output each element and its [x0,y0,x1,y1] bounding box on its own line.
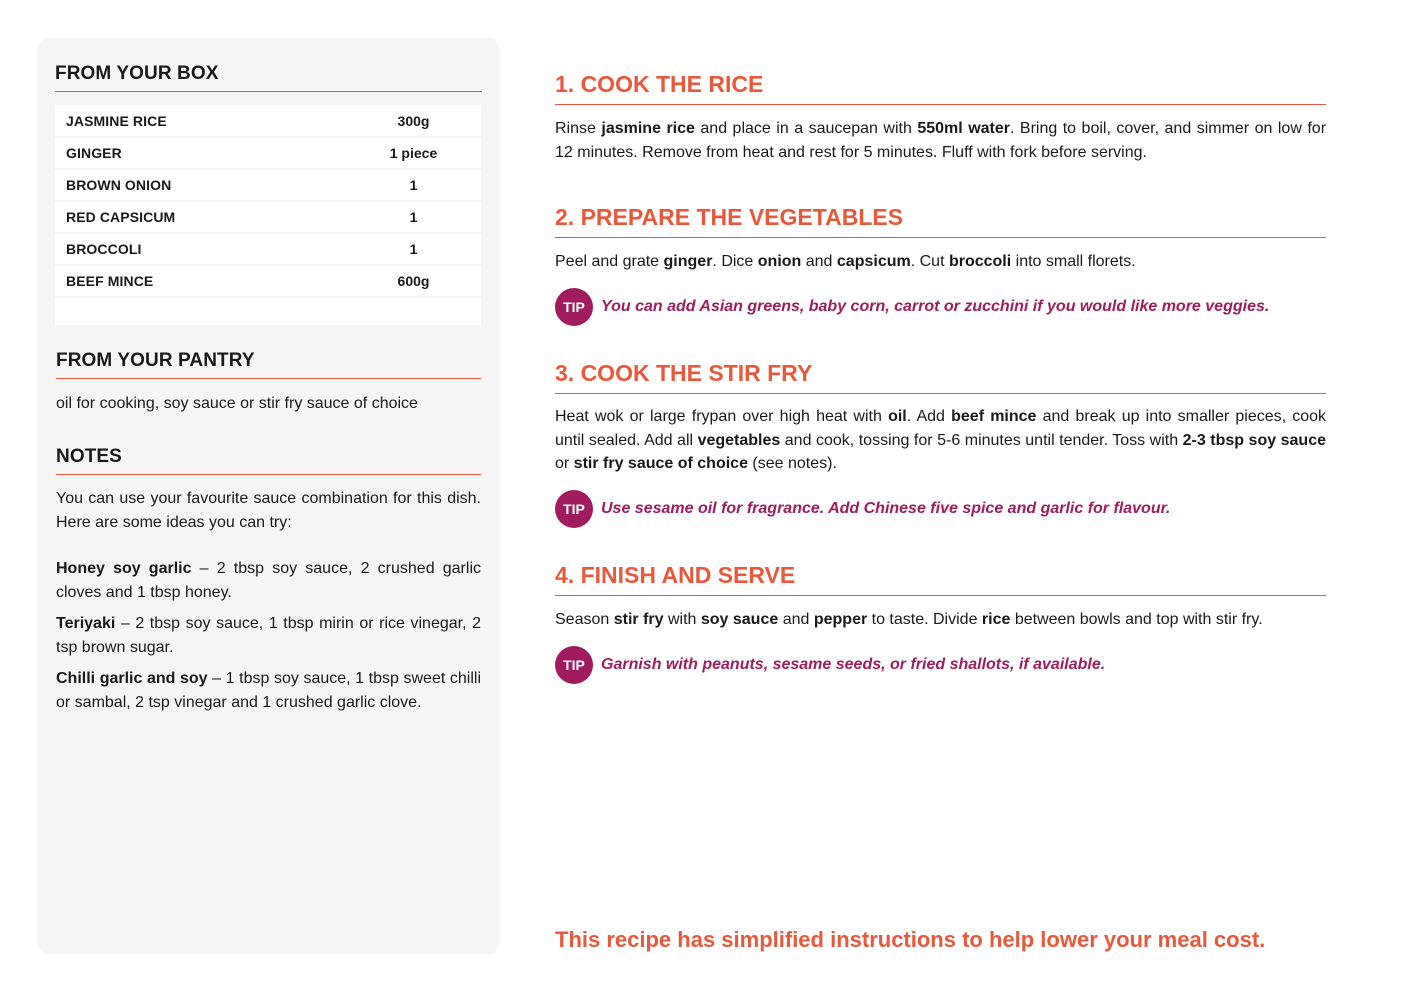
ingredient-qty: 300g [397,112,430,129]
bold-ingredient: ginger [663,253,713,270]
text-run: and [801,253,837,270]
bold-ingredient: pepper [813,611,868,628]
bold-ingredient: beef mince [951,408,1037,425]
from-your-box-heading: FROM YOUR BOX [55,63,482,92]
text-run: (see notes). [747,455,837,472]
table-row [55,233,481,265]
table-row [55,265,481,297]
step-2-title: 2. PREPARE THE VEGETABLES [555,204,1326,238]
step-1-title: 1. COOK THE RICE [555,71,1326,105]
text-run: and cook, tossing for 5-6 minutes until tender. Toss with [780,431,1183,449]
notes-idea [56,612,481,659]
bold-ingredient: broccoli [948,253,1012,270]
text-run: Rinse [555,120,602,137]
text-run: Peel and grate [555,253,664,270]
footer-note: This recipe has simplified instructions to help lower your meal cost. [555,927,1266,952]
ingredients-table [55,105,481,325]
text-run: into small florets. [1011,253,1136,270]
text-run: Heat wok or large frypan over high heat with [555,408,889,425]
bold-ingredient: rice [981,611,1011,628]
ingredient-name: BROWN ONION [66,176,172,193]
bold-ingredient: oil [888,408,907,425]
idea-name: Teriyaki [56,615,116,632]
step-4-title: 4. FINISH AND SERVE [555,562,1326,596]
step-3-tip [555,490,1170,528]
text-run: and [778,611,814,628]
ingredient-name: BROCCOLI [66,240,142,257]
step-4-tip [555,646,1105,684]
pantry-text: oil for cooking, soy sauce or stir fry sauce of choice [56,395,418,412]
from-your-pantry-heading: FROM YOUR PANTRY [56,350,481,379]
bold-ingredient: jasmine rice [601,120,695,137]
bold-ingredient: capsicum [836,253,911,270]
bold-ingredient: soy sauce [700,611,779,628]
step-4-text [555,608,1326,632]
idea-detail: – 2 tbsp soy sauce, 1 tbsp mirin or rice vinegar, 2 tsp brown sugar. [56,615,481,656]
bold-ingredient: stir fry sauce of choice [573,455,748,472]
text-run: or [555,455,574,472]
ingredient-qty: 1 [409,208,418,225]
idea-detail: – 1 tbsp soy sauce, 1 tbsp sweet chilli or sambal, 2 tsp vinegar and 1 crushed garlic clove. [56,670,481,711]
step-3-text [555,405,1326,476]
ingredient-qty: 1 piece [389,144,438,161]
tip-text: You can add Asian greens, baby corn, carrot or zucchini if you would like more veggies. [601,298,1270,315]
idea-name: Honey soy garlic [56,560,192,577]
ingredient-name: BEEF MINCE [66,272,154,289]
bold-ingredient: onion [757,253,802,270]
ingredient-name: JASMINE RICE [66,112,167,129]
notes-idea [56,667,481,714]
tip-badge: TIP [555,490,593,528]
ingredient-name: RED CAPSICUM [66,208,176,225]
tip-text: Garnish with peanuts, sesame seeds, or fried shallots, if available. [601,656,1106,673]
bold-ingredient: 550ml water [917,120,1010,137]
ingredient-qty: 600g [397,272,430,289]
text-run: with [663,611,701,628]
ingredient-name: GINGER [66,144,122,161]
step-2-tip [555,288,1269,326]
idea-name: Chilli garlic and soy [56,670,208,687]
text-run: . Cut [910,253,949,270]
table-row [55,169,481,201]
ingredient-qty: 1 [409,240,418,257]
step-2-text [555,250,1326,274]
ingredient-qty: 1 [409,176,418,193]
notes-idea [56,557,481,604]
text-run: and break up into smaller pieces, cook until sealed. Add all [555,408,1327,449]
text-run: Season [555,611,614,628]
step-3-title: 3. COOK THE STIR FRY [555,360,1326,394]
bold-ingredient: 2-3 tbsp soy sauce [1182,431,1326,449]
notes-body [56,487,481,722]
tip-badge: TIP [555,646,593,684]
table-row [55,137,481,169]
text-run: . Dice [712,253,758,270]
table-row [55,105,481,137]
notes-heading: NOTES [56,446,481,475]
text-run: and place in a saucepan with [694,120,918,137]
bold-ingredient: stir fry [613,611,664,628]
notes-intro: You can use your favourite sauce combination for this dish. Here are some ideas you can try: [56,490,481,531]
tip-badge: TIP [555,288,593,326]
text-run: between bowls and top with stir fry. [1010,611,1263,628]
tip-text: Use sesame oil for fragrance. Add Chinese five spice and garlic for flavour. [601,500,1171,517]
text-run: . Add [906,408,952,425]
idea-detail: – 2 tbsp soy sauce, 2 crushed garlic cloves and 1 tbsp honey. [56,560,481,601]
table-row [55,201,481,233]
text-run: . Bring to boil, cover, and simmer on low for 12 minutes. Remove from heat and rest for 5 minutes. Fluff with fork before serving. [555,120,1327,161]
step-1-text [555,117,1326,164]
text-run: to taste. Divide [867,611,982,628]
bold-ingredient: vegetables [697,431,781,449]
